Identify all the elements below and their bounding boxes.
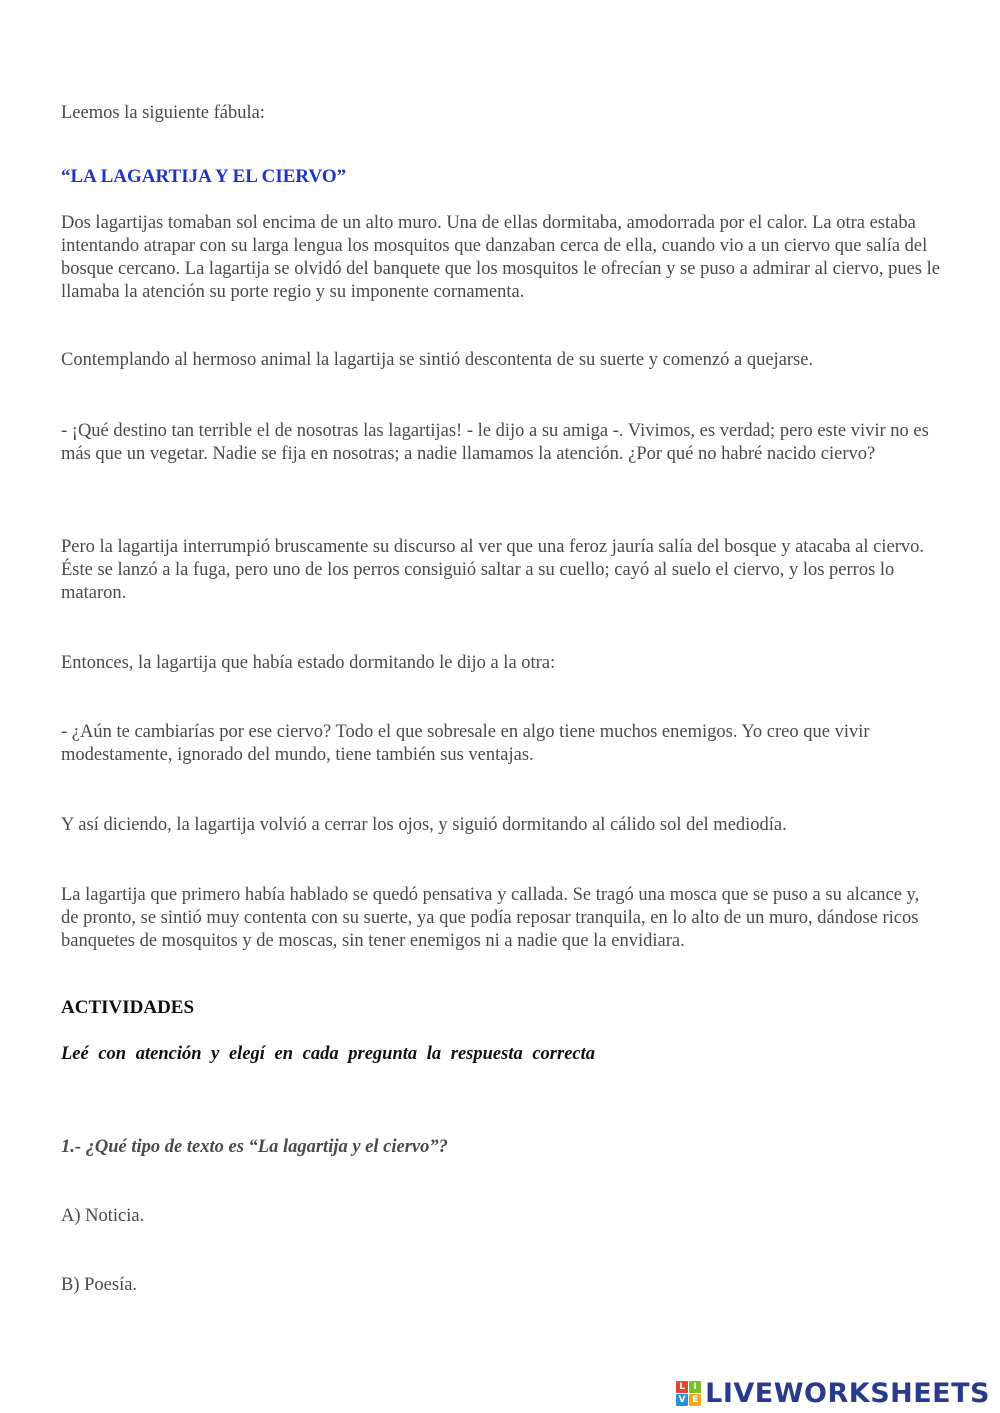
paragraph-2: Contemplando al hermoso animal la lagartija se sintió descontenta de su suerte y comenzó a quejarse. bbox=[61, 350, 814, 370]
activities-instruction: Leé con atención y elegí en cada pregunta la respuesta correcta bbox=[61, 1044, 596, 1064]
paragraph-5: Entonces, la lagartija que había estado dormitando le dijo a la otra: bbox=[61, 653, 556, 673]
paragraph-8: La lagartija que primero había hablado se quedó pensativa y callada. Se tragó una mosca que se puso a su alcance y, de pronto, se sintió muy contenta con su suerte, ya que podía reposar tranquila, en lo alto de un muro, dándose ricos banquetes de mosquitos y de moscas, sin tener enemigos ni a nadie que la envidiara. bbox=[61, 885, 920, 951]
answer-option-a[interactable]: A) Noticia. bbox=[61, 1206, 145, 1226]
paragraph-6: - ¿Aún te cambiarías por ese ciervo? Todo el que sobresale en algo tiene muchos enemigos. Yo creo que vivir modestamente, ignorado del mundo, tiene también sus ventajas. bbox=[61, 722, 870, 765]
paragraph-1: Dos lagartijas tomaban sol encima de un alto muro. Una de ellas dormitaba, amodorrada por el calor. La otra estaba intentando atrapar con su larga lengua los mosquitos que danzaban cerca de ella, cuando vio a un ciervo que salía del bosque cercano. La lagartija se olvidó del banquete que los mosquitos le ofrecían y se puso a admirar al ciervo, pues le llamaba la atención su porte regio y su imponente cornamenta. bbox=[61, 213, 940, 302]
intro-text: Leemos la siguiente fábula: bbox=[61, 103, 265, 123]
liveworksheets-logo-mark: L I V E bbox=[676, 1381, 701, 1406]
activities-heading: ACTIVIDADES bbox=[61, 997, 195, 1018]
question-1: 1.- ¿Qué tipo de texto es “La lagartija y el ciervo”? bbox=[61, 1137, 448, 1157]
paragraph-4: Pero la lagartija interrumpió bruscamente su discurso al ver que una feroz jauría salía del bosque y atacaba al ciervo. Éste se lanzó a la fuga, pero uno de los perros consiguió saltar a su cuello; cayó al suelo el ciervo, y los perros lo mataron. bbox=[61, 537, 924, 603]
paragraph-3: - ¡Qué destino tan terrible el de nosotras las lagartijas! - le dijo a su amiga -. Vivimos, es verdad; pero este vivir no es más que un vegetar. Nadie se fija en nosotras; a nadie llamamos la atención. ¿Por qué no habré nacido ciervo? bbox=[61, 421, 929, 464]
fable-title: “LA LAGARTIJA Y EL CIERVO” bbox=[61, 166, 347, 187]
liveworksheets-logo bbox=[676, 1375, 990, 1411]
liveworksheets-logo-text: LIVEWORKSHEETS bbox=[705, 1377, 990, 1409]
answer-option-b[interactable]: B) Poesía. bbox=[61, 1275, 138, 1295]
paragraph-7: Y así diciendo, la lagartija volvió a cerrar los ojos, y siguió dormitando al cálido sol del mediodía. bbox=[61, 815, 787, 835]
